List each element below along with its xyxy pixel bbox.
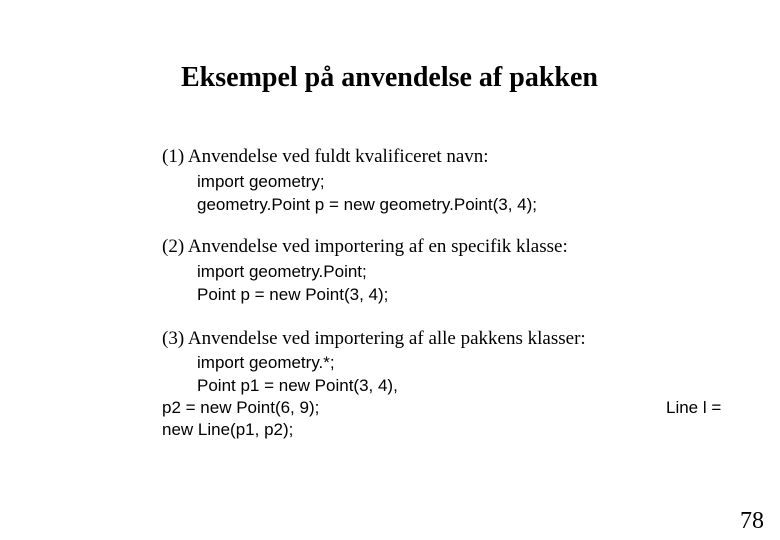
section-3-code-line-1: import geometry.*; (197, 353, 335, 372)
section-2-code-line-2: Point p = new Point(3, 4); (197, 285, 389, 304)
slide-title: Eksempel på anvendelse af pakken (181, 62, 598, 93)
section-3-code-line-4: new Line(p1, p2); (162, 420, 294, 439)
section-2-heading: (2) Anvendelse ved importering af en specifik klasse: (162, 236, 568, 257)
section-2-code-line-1: import geometry.Point; (197, 262, 367, 281)
section-1-code-line-1: import geometry; (197, 172, 325, 191)
section-3-code-line-5: Line l = (666, 398, 722, 417)
page-number: 78 (740, 508, 764, 534)
section-3-code-line-3: p2 = new Point(6, 9); (162, 398, 320, 417)
section-1-code-line-2: geometry.Point p = new geometry.Point(3, 4); (197, 195, 538, 214)
section-3-code-line-2: Point p1 = new Point(3, 4), (197, 376, 398, 395)
section-1-heading: (1) Anvendelse ved fuldt kvalificeret navn: (162, 146, 489, 167)
section-3-heading: (3) Anvendelse ved importering af alle pakkens klasser: (162, 328, 586, 349)
